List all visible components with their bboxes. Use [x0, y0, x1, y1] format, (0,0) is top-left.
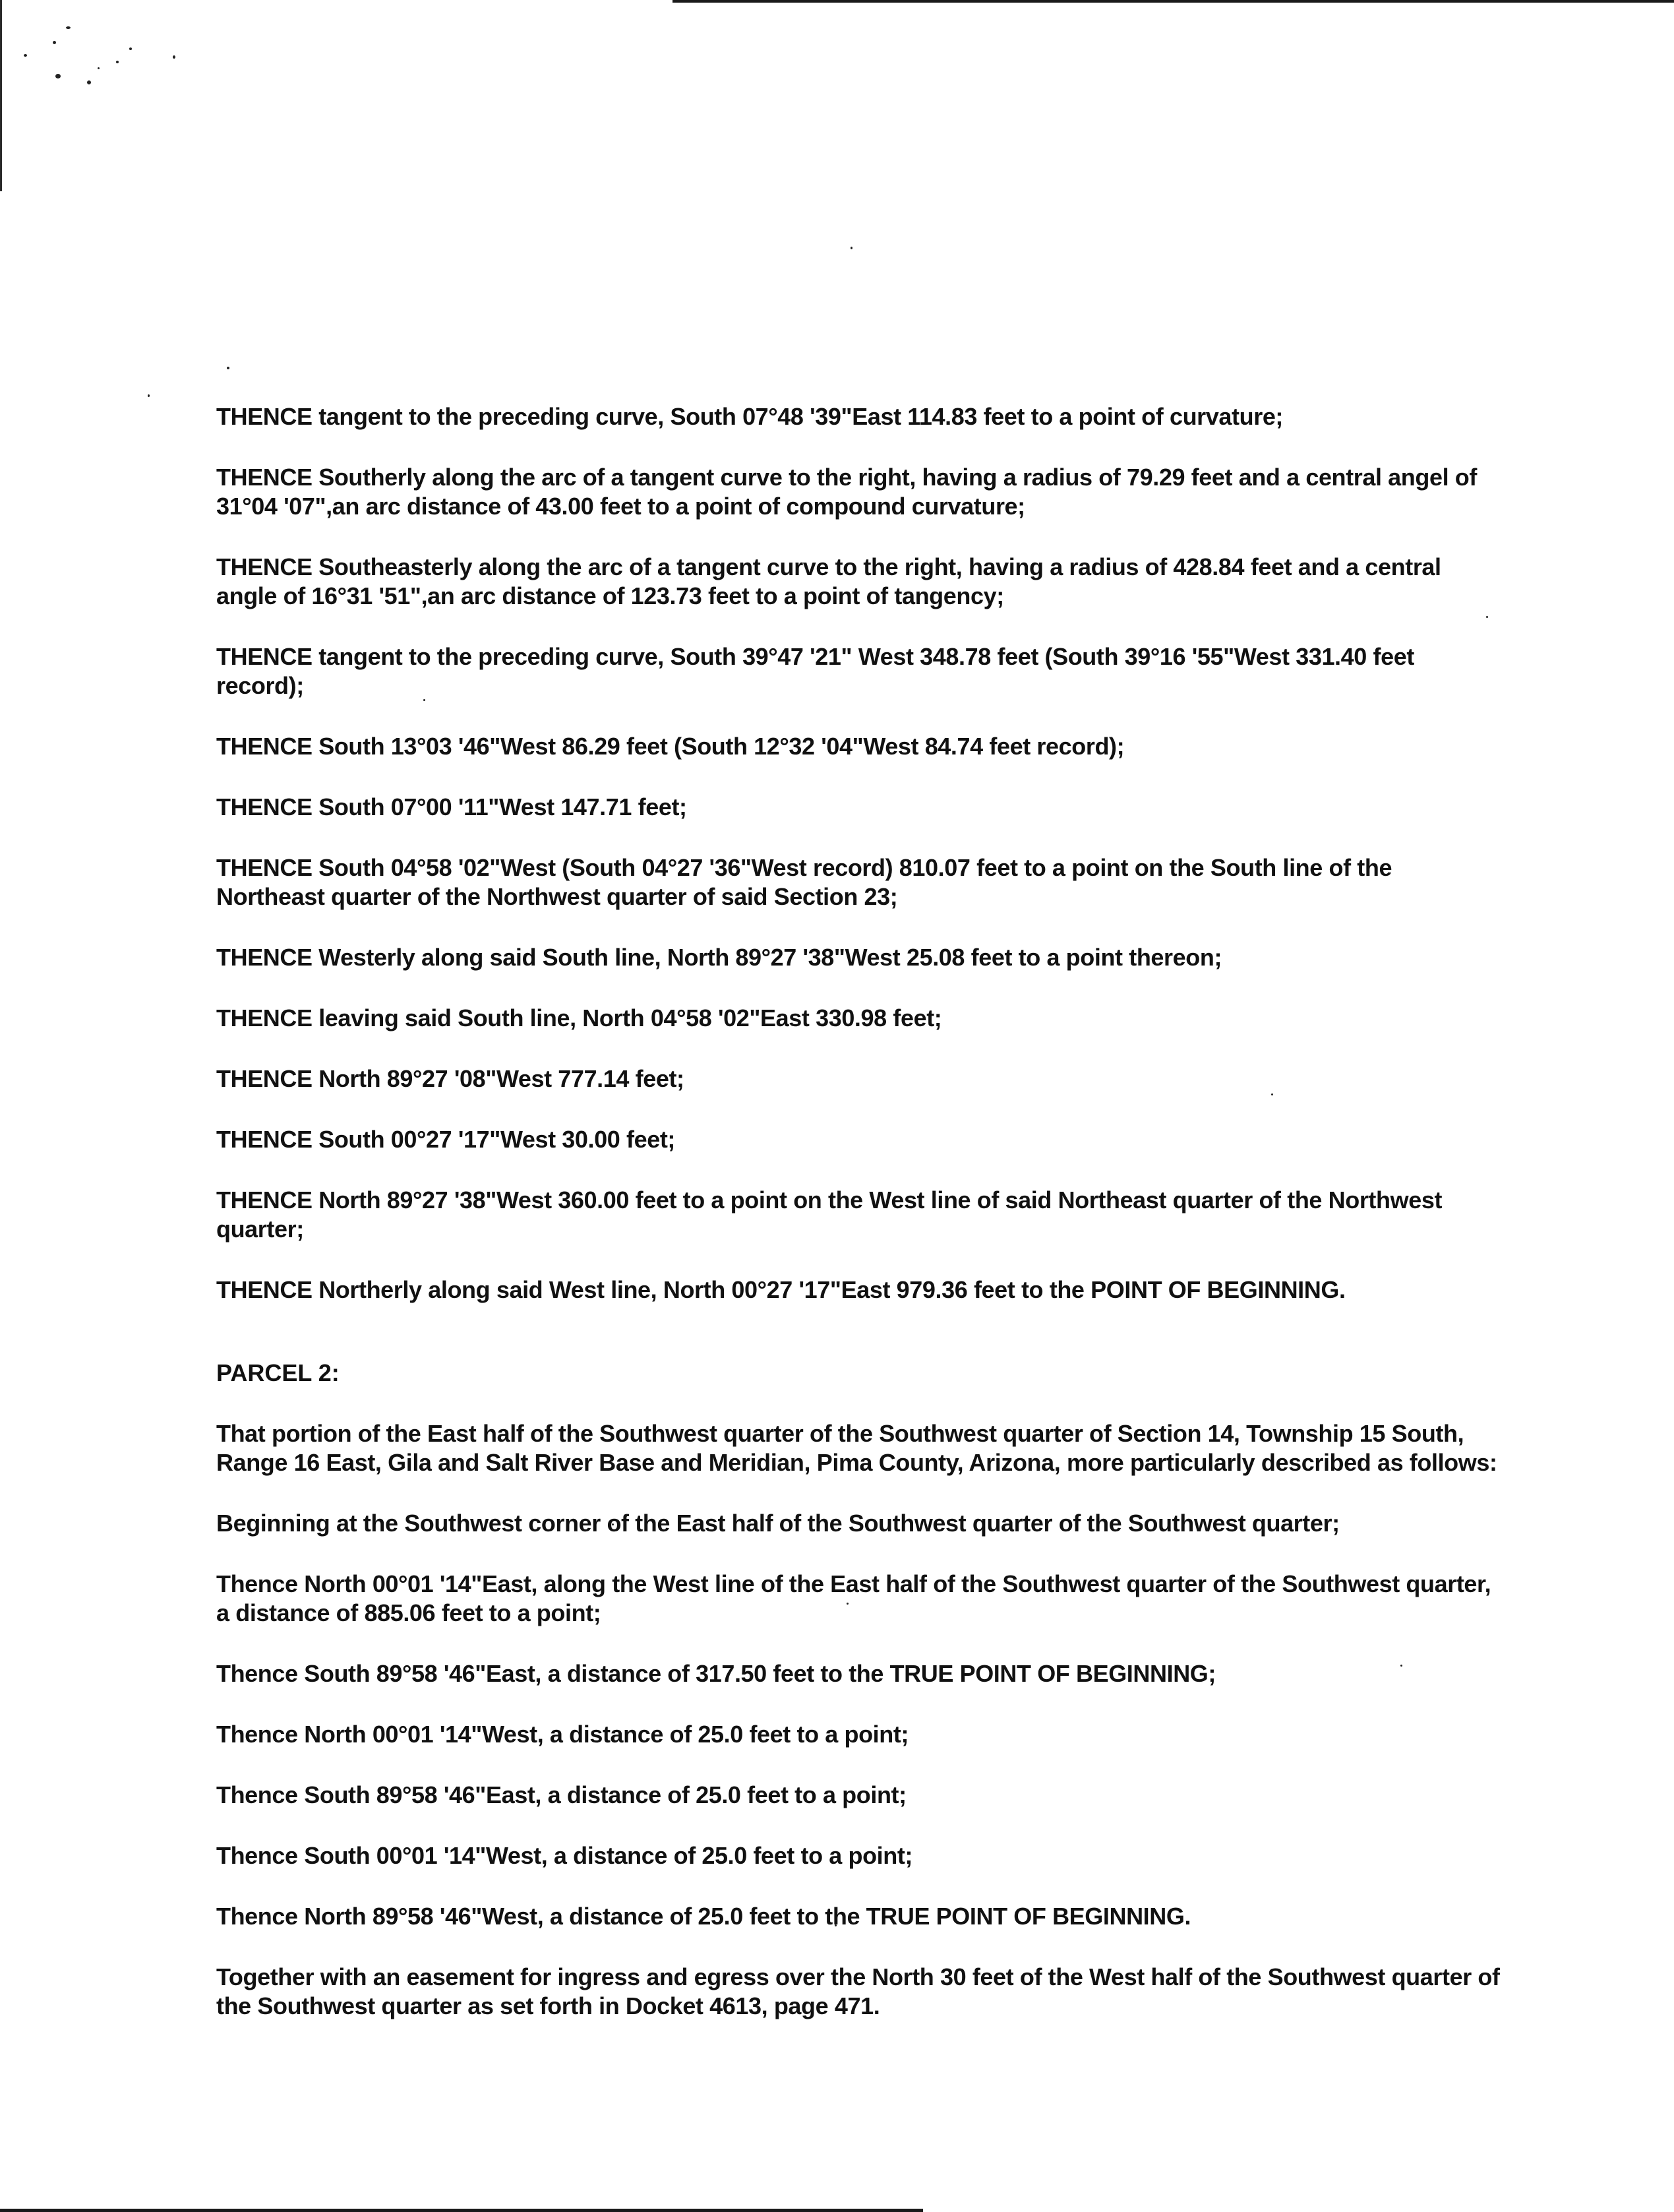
parcel1-call: THENCE tangent to the preceding curve, South 39°47 '21" West 348.78 feet (South 39°16 '55"West 331.40 feet record);: [216, 643, 1414, 699]
parcel1-call: THENCE South 00°27 '17"West 30.00 feet;: [216, 1126, 675, 1153]
parcel1-call: THENCE Northerly along said West line, North 00°27 '17"East 979.36 feet to the POINT OF BEGINNING.: [216, 1276, 1346, 1303]
scan-speck: [87, 80, 91, 84]
scan-speck: [227, 367, 229, 369]
parcel2-paragraph: Thence South 89°58 '46"East, a distance of 317.50 feet to the TRUE POINT OF BEGINNING;: [216, 1660, 1216, 1687]
parcel1-call: THENCE North 89°27 '38"West 360.00 feet to a point on the West line of said Northeast quarter of the Northwest quarter;: [216, 1186, 1443, 1243]
scan-speck: [129, 47, 132, 50]
parcel2-paragraph: Thence South 00°01 '14"West, a distance of 25.0 feet to a point;: [216, 1842, 913, 1869]
parcel1-call: THENCE South 04°58 '02"West (South 04°27 '36"West record) 810.07 feet to a point on the South line of the Northeast quarter of the Northwest quarter of said Section 23;: [216, 854, 1392, 910]
parcel2-paragraph: Beginning at the Southwest corner of the East half of the Southwest quarter of the Southwest quarter;: [216, 1510, 1340, 1537]
scan-speck: [53, 41, 56, 44]
scan-speck: [66, 26, 71, 29]
parcel2-paragraph: That portion of the East half of the Southwest quarter of the Southwest quarter of Section 14, Township 15 South, Range 16 East, Gila and Salt River Base and Meridian, Pima County, Arizona, more particularly described as follows:: [216, 1420, 1497, 1476]
parcel1-call: THENCE leaving said South line, North 04°58 '02"East 330.98 feet;: [216, 1004, 942, 1031]
parcel2-paragraph: Thence South 89°58 '46"East, a distance of 25.0 feet to a point;: [216, 1781, 907, 1808]
scan-speck: [851, 247, 852, 249]
parcel2-paragraph: Thence North 00°01 '14"West, a distance of 25.0 feet to a point;: [216, 1721, 909, 1748]
parcel1-call: THENCE tangent to the preceding curve, South 07°48 '39"East 114.83 feet to a point of curvature;: [216, 403, 1284, 430]
scan-border-bottom: [0, 2209, 923, 2212]
parcel1-call: THENCE Southerly along the arc of a tangent curve to the right, having a radius of 79.29 feet and a central angel of 31°04 '07",an arc distance of 43.00 feet to a point of compound curvature;: [216, 464, 1477, 520]
parcel2-paragraph: Thence North 00°01 '14"East, along the West line of the East half of the Southwest quarter of the Southwest quarter, a distance of 885.06 feet to a point;: [216, 1570, 1491, 1626]
scan-speck: [116, 61, 119, 63]
parcel1-call: THENCE Southeasterly along the arc of a tangent curve to the right, having a radius of 428.84 feet and a central angle of 16°31 '51",an arc distance of 123.73 feet to a point of tangency;: [216, 553, 1441, 609]
parcel1-call: THENCE South 13°03 '46"West 86.29 feet (South 12°32 '04"West 84.74 feet record);: [216, 733, 1125, 760]
legal-description: [216, 402, 1502, 2021]
parcel1-call: THENCE North 89°27 '08"West 777.14 feet;: [216, 1065, 684, 1092]
scan-border-left: [0, 0, 2, 191]
scan-speck: [24, 54, 27, 57]
parcel2-heading: PARCEL 2:: [216, 1359, 340, 1386]
scan-border-top: [673, 0, 1674, 3]
scan-speck: [148, 394, 150, 397]
parcel1-call: THENCE South 07°00 '11"West 147.71 feet;: [216, 793, 687, 820]
scan-speck: [55, 74, 61, 78]
scan-speck: [173, 55, 175, 59]
parcel1-call: THENCE Westerly along said South line, North 89°27 '38"West 25.08 feet to a point thereon;: [216, 944, 1222, 971]
scan-speck: [98, 67, 100, 69]
parcel2-paragraph: Together with an easement for ingress and egress over the North 30 feet of the West half of the Southwest quarter of the Southwest quarter as set forth in Docket 4613, page 471.: [216, 1963, 1500, 2019]
parcel2-paragraph: Thence North 89°58 '46"West, a distance of 25.0 feet to the TRUE POINT OF BEGINNING.: [216, 1903, 1191, 1930]
